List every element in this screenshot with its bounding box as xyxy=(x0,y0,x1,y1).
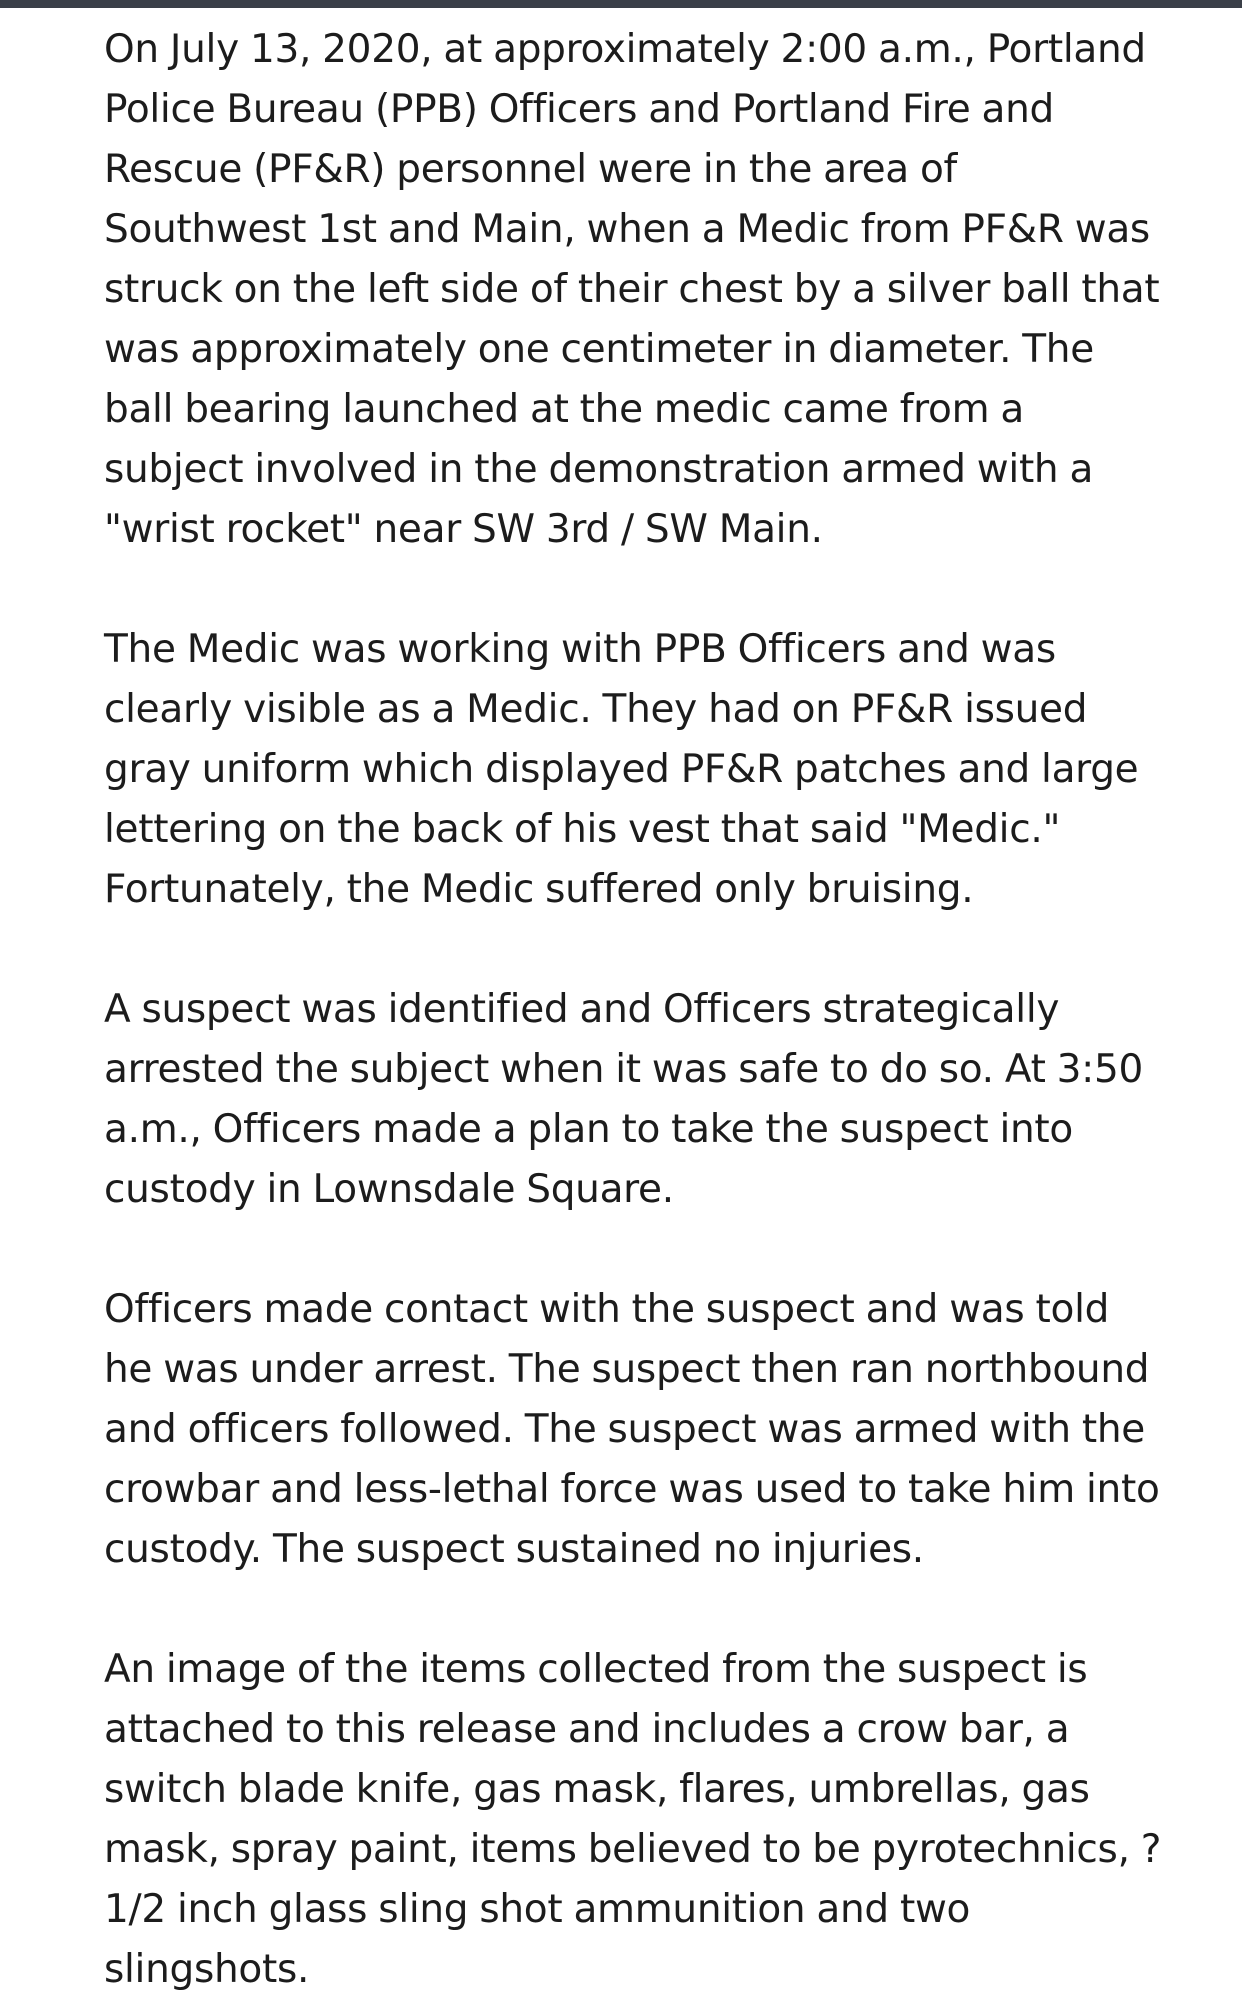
top-bar xyxy=(0,0,1242,8)
paragraph-incident: On July 13, 2020, at approximately 2:00 a.m., Portland Police Bureau (PPB) Officers and Portland Fire and Rescue (PF&R) personnel were in the area of Southwest 1st and Main, when a Medic from PF&R was struck on the left side of their chest by a silver ball that was approximately one centimeter in diameter. The ball bearing launched at the medic came from a subject involved in the demonstration armed with a "wrist rocket" near SW 3rd / SW Main. xyxy=(104,27,1160,552)
paragraph-arrest: Officers made contact with the suspect and was told he was under arrest. The suspect then ran northbound and officers followed. The suspect was armed with the crowbar and less-lethal force was used to take him into custody. The suspect sustained no injuries. xyxy=(104,1287,1160,1572)
press-release-body xyxy=(104,20,1164,2000)
paragraph-items-collected: An image of the items collected from the suspect is attached to this release and includes a crow bar, a switch blade knife, gas mask, flares, umbrellas, gas mask, spray paint, items believed to be pyrotechnics, ? 1/2 inch glass sling shot ammunition and two slingshots. xyxy=(104,1647,1162,1992)
paragraph-arrest-plan: A suspect was identified and Officers strategically arrested the subject when it was safe to do so. At 3:50 a.m., Officers made a plan to take the suspect into custody in Lownsdale Square. xyxy=(104,987,1144,1212)
paragraph-medic: The Medic was working with PPB Officers and was clearly visible as a Medic. They had on PF&R issued gray uniform which displayed PF&R patches and large lettering on the back of his vest that said "Medic." Fortunately, the Medic suffered only bruising. xyxy=(104,627,1139,912)
